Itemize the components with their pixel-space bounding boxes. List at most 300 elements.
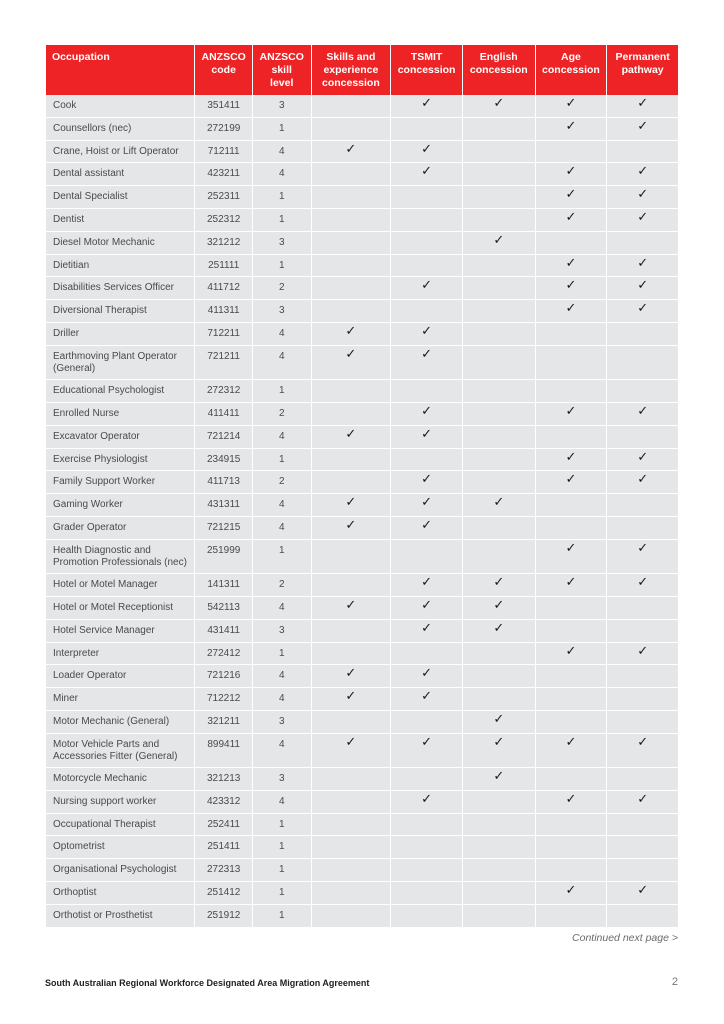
anzsco-code-cell: 272199 [195,118,252,141]
checkmark-icon: ✓ [345,346,357,362]
checkmark-icon: ✓ [565,278,577,294]
checkmark-icon: ✓ [637,883,649,899]
permanent-cell [607,688,678,711]
anzsco-code-cell: 272412 [195,643,252,666]
table-row [46,118,678,141]
tsmit-cell [391,620,462,643]
permanent-cell [607,232,678,255]
occupation-cell: Enrolled Nurse [46,403,194,426]
permanent-cell [607,734,678,768]
anzsco-code-cell: 252411 [195,814,252,837]
checkmark-icon: ✓ [493,769,505,785]
permanent-cell [607,300,678,323]
table-row [46,688,678,711]
occupation-cell: Dental assistant [46,163,194,186]
checkmark-icon: ✓ [565,883,577,899]
anzsco-code-cell: 321212 [195,232,252,255]
anzsco-code-cell: 234915 [195,449,252,472]
skill-level-cell: 4 [253,791,311,814]
tsmit-cell [391,836,462,859]
tsmit-cell [391,814,462,837]
age-cell [536,255,607,278]
occupation-cell: Disabilities Services Officer [46,277,194,300]
english-cell [463,620,535,643]
occupation-cell: Miner [46,688,194,711]
anzsco-code-cell: 141311 [195,574,252,597]
skills-cell [312,186,391,209]
english-cell [463,118,535,141]
tsmit-cell [391,688,462,711]
tsmit-cell [391,574,462,597]
checkmark-icon: ✓ [421,164,433,180]
checkmark-icon: ✓ [565,403,577,419]
age-cell [536,449,607,472]
english-cell [463,471,535,494]
age-cell [536,791,607,814]
anzsco-code-cell: 899411 [195,734,252,768]
table-row [46,643,678,666]
anzsco-code-cell: 272313 [195,859,252,882]
checkmark-icon: ✓ [637,118,649,134]
skills-cell [312,380,391,403]
skill-level-cell: 1 [253,882,311,905]
english-cell [463,255,535,278]
anzsco-code-cell: 712111 [195,141,252,164]
english-cell [463,163,535,186]
table-row [46,277,678,300]
english-cell [463,449,535,472]
age-cell [536,232,607,255]
tsmit-cell [391,141,462,164]
anzsco-code-cell: 411712 [195,277,252,300]
skill-level-cell: 1 [253,540,311,574]
skill-level-cell: 1 [253,859,311,882]
permanent-cell [607,882,678,905]
checkmark-icon: ✓ [637,278,649,294]
skills-cell [312,734,391,768]
age-cell [536,95,607,118]
occupation-cell: Motor Vehicle Parts and Accessories Fitter (General) [46,734,194,768]
checkmark-icon: ✓ [565,187,577,203]
permanent-cell [607,471,678,494]
skills-cell [312,905,391,928]
anzsco-code-cell: 251912 [195,905,252,928]
table-row [46,141,678,164]
occupation-cell: Hotel or Motel Receptionist [46,597,194,620]
table-row [46,346,678,380]
permanent-cell [607,277,678,300]
age-cell [536,734,607,768]
anzsco-code-cell: 411311 [195,300,252,323]
checkmark-icon: ✓ [637,209,649,225]
tsmit-cell [391,163,462,186]
permanent-cell [607,95,678,118]
checkmark-icon: ✓ [637,187,649,203]
checkmark-icon: ✓ [637,734,649,750]
anzsco-code-cell: 321213 [195,768,252,791]
english-cell [463,300,535,323]
age-cell [536,118,607,141]
tsmit-cell [391,711,462,734]
age-cell [536,380,607,403]
table-row [46,791,678,814]
permanent-cell [607,905,678,928]
table-row [46,471,678,494]
tsmit-cell [391,403,462,426]
occupation-cell: Exercise Physiologist [46,449,194,472]
anzsco-code-cell: 721215 [195,517,252,540]
occupation-cell: Optometrist [46,836,194,859]
age-cell [536,141,607,164]
skills-cell [312,814,391,837]
table-row [46,859,678,882]
skills-cell [312,471,391,494]
table-row [46,597,678,620]
anzsco-code-cell: 721214 [195,426,252,449]
anzsco-code-cell: 423211 [195,163,252,186]
checkmark-icon: ✓ [345,689,357,705]
tsmit-cell [391,859,462,882]
tsmit-cell [391,791,462,814]
anzsco-code-cell: 431311 [195,494,252,517]
tsmit-cell [391,277,462,300]
age-cell [536,163,607,186]
checkmark-icon: ✓ [637,472,649,488]
tsmit-cell [391,905,462,928]
skill-level-cell: 3 [253,300,311,323]
english-cell [463,597,535,620]
skills-cell [312,323,391,346]
tsmit-cell [391,300,462,323]
table-row [46,323,678,346]
table-row [46,255,678,278]
age-cell [536,277,607,300]
checkmark-icon: ✓ [421,278,433,294]
english-cell [463,859,535,882]
skill-level-cell: 1 [253,449,311,472]
skills-cell [312,665,391,688]
age-cell [536,859,607,882]
skill-level-cell: 3 [253,711,311,734]
english-cell [463,141,535,164]
table-header [46,45,678,95]
checkmark-icon: ✓ [493,495,505,511]
checkmark-icon: ✓ [637,301,649,317]
skill-level-cell: 4 [253,163,311,186]
skills-cell [312,141,391,164]
checkmark-icon: ✓ [345,666,357,682]
checkmark-icon: ✓ [345,495,357,511]
checkmark-icon: ✓ [345,141,357,157]
skills-cell [312,517,391,540]
english-cell [463,403,535,426]
skill-level-cell: 3 [253,620,311,643]
checkmark-icon: ✓ [565,643,577,659]
table-row [46,711,678,734]
tsmit-cell [391,118,462,141]
header-permanent-pathway: Permanent pathway [607,45,678,95]
english-cell [463,323,535,346]
occupation-cell: Orthoptist [46,882,194,905]
table-row [46,574,678,597]
age-cell [536,346,607,380]
permanent-cell [607,836,678,859]
age-cell [536,300,607,323]
tsmit-cell [391,380,462,403]
checkmark-icon: ✓ [493,711,505,727]
permanent-cell [607,517,678,540]
skills-cell [312,209,391,232]
permanent-cell [607,494,678,517]
english-cell [463,734,535,768]
occupation-cell: Occupational Therapist [46,814,194,837]
skill-level-cell: 1 [253,643,311,666]
tsmit-cell [391,517,462,540]
occupation-cell: Grader Operator [46,517,194,540]
table-row [46,620,678,643]
occupation-cell: Motor Mechanic (General) [46,711,194,734]
checkmark-icon: ✓ [421,597,433,613]
table-row [46,186,678,209]
english-cell [463,791,535,814]
table-body [46,95,678,928]
table-row [46,734,678,768]
age-cell [536,711,607,734]
age-cell [536,540,607,574]
header-tsmit-concession: TSMIT concession [391,45,462,95]
age-cell [536,814,607,837]
skill-level-cell: 2 [253,403,311,426]
table-row [46,494,678,517]
skills-cell [312,620,391,643]
permanent-cell [607,426,678,449]
table-row [46,540,678,574]
table-row [46,665,678,688]
anzsco-code-cell: 721211 [195,346,252,380]
skills-cell [312,768,391,791]
skill-level-cell: 4 [253,323,311,346]
occupation-cell: Family Support Worker [46,471,194,494]
age-cell [536,574,607,597]
skills-cell [312,597,391,620]
table-row [46,517,678,540]
checkmark-icon: ✓ [637,575,649,591]
checkmark-icon: ✓ [637,96,649,111]
tsmit-cell [391,471,462,494]
checkmark-icon: ✓ [637,791,649,807]
permanent-cell [607,141,678,164]
occupation-cell: Excavator Operator [46,426,194,449]
anzsco-code-cell: 251412 [195,882,252,905]
anzsco-code-cell: 411411 [195,403,252,426]
anzsco-code-cell: 712212 [195,688,252,711]
skill-level-cell: 1 [253,255,311,278]
english-cell [463,494,535,517]
table-row [46,768,678,791]
checkmark-icon: ✓ [345,517,357,533]
age-cell [536,665,607,688]
english-cell [463,540,535,574]
age-cell [536,643,607,666]
occupation-cell: Gaming Worker [46,494,194,517]
checkmark-icon: ✓ [421,96,433,111]
english-cell [463,814,535,837]
skills-cell [312,791,391,814]
permanent-cell [607,449,678,472]
skill-level-cell: 3 [253,768,311,791]
skills-cell [312,836,391,859]
skill-level-cell: 1 [253,186,311,209]
checkmark-icon: ✓ [345,597,357,613]
permanent-cell [607,643,678,666]
permanent-cell [607,209,678,232]
checkmark-icon: ✓ [421,734,433,750]
table-row [46,905,678,928]
skill-level-cell: 1 [253,380,311,403]
permanent-cell [607,540,678,574]
age-cell [536,209,607,232]
permanent-cell [607,255,678,278]
checkmark-icon: ✓ [565,301,577,317]
occupation-cell: Dental Specialist [46,186,194,209]
english-cell [463,426,535,449]
permanent-cell [607,597,678,620]
checkmark-icon: ✓ [637,403,649,419]
occupation-cell: Earthmoving Plant Operator (General) [46,346,194,380]
anzsco-code-cell: 351411 [195,95,252,118]
english-cell [463,574,535,597]
english-cell [463,665,535,688]
table-row [46,449,678,472]
english-cell [463,380,535,403]
tsmit-cell [391,323,462,346]
permanent-cell [607,620,678,643]
tsmit-cell [391,494,462,517]
header-anzsco-code: ANZSCO code [195,45,252,95]
skills-cell [312,255,391,278]
tsmit-cell [391,665,462,688]
table-row [46,95,678,118]
age-cell [536,403,607,426]
permanent-cell [607,574,678,597]
checkmark-icon: ✓ [421,323,433,339]
header-skills-concession: Skills and experience concession [312,45,391,95]
english-cell [463,688,535,711]
anzsco-code-cell: 423312 [195,791,252,814]
checkmark-icon: ✓ [565,449,577,465]
age-cell [536,597,607,620]
permanent-cell [607,711,678,734]
checkmark-icon: ✓ [421,791,433,807]
skill-level-cell: 1 [253,209,311,232]
checkmark-icon: ✓ [565,734,577,750]
skill-level-cell: 4 [253,688,311,711]
age-cell [536,426,607,449]
age-cell [536,768,607,791]
occupation-cell: Diversional Therapist [46,300,194,323]
checkmark-icon: ✓ [421,472,433,488]
anzsco-code-cell: 712211 [195,323,252,346]
occupation-cell: Counsellors (nec) [46,118,194,141]
skill-level-cell: 4 [253,665,311,688]
skills-cell [312,118,391,141]
permanent-cell [607,859,678,882]
permanent-cell [607,186,678,209]
occupation-cell: Educational Psychologist [46,380,194,403]
anzsco-code-cell: 251999 [195,540,252,574]
table-row [46,403,678,426]
skill-level-cell: 1 [253,905,311,928]
english-cell [463,346,535,380]
skills-cell [312,711,391,734]
age-cell [536,186,607,209]
skill-level-cell: 2 [253,574,311,597]
checkmark-icon: ✓ [421,575,433,591]
anzsco-code-cell: 272312 [195,380,252,403]
occupation-cell: Loader Operator [46,665,194,688]
page-number: 2 [671,976,678,988]
occupation-cell: Hotel Service Manager [46,620,194,643]
table-row [46,836,678,859]
table-row [46,163,678,186]
checkmark-icon: ✓ [637,540,649,556]
skill-level-cell: 3 [253,95,311,118]
skill-level-cell: 4 [253,141,311,164]
header-age-concession: Age concession [536,45,607,95]
anzsco-code-cell: 542113 [195,597,252,620]
anzsco-code-cell: 411713 [195,471,252,494]
checkmark-icon: ✓ [637,255,649,271]
tsmit-cell [391,768,462,791]
permanent-cell [607,118,678,141]
skills-cell [312,277,391,300]
english-cell [463,277,535,300]
skills-cell [312,494,391,517]
english-cell [463,643,535,666]
tsmit-cell [391,232,462,255]
occupation-cell: Dietitian [46,255,194,278]
checkmark-icon: ✓ [565,209,577,225]
permanent-cell [607,791,678,814]
occupation-cell: Dentist [46,209,194,232]
table-row [46,380,678,403]
table-row [46,300,678,323]
occupation-cell: Cook [46,95,194,118]
occupation-cell: Interpreter [46,643,194,666]
occupation-cell: Diesel Motor Mechanic [46,232,194,255]
age-cell [536,688,607,711]
occupation-cell: Driller [46,323,194,346]
age-cell [536,620,607,643]
checkmark-icon: ✓ [493,597,505,613]
age-cell [536,323,607,346]
tsmit-cell [391,95,462,118]
checkmark-icon: ✓ [421,141,433,157]
checkmark-icon: ✓ [345,323,357,339]
skills-cell [312,300,391,323]
checkmark-icon: ✓ [637,164,649,180]
table-row [46,882,678,905]
checkmark-icon: ✓ [493,96,505,111]
checkmark-icon: ✓ [493,620,505,636]
continued-note: Continued next page > [572,932,678,944]
skill-level-cell: 4 [253,517,311,540]
footer-title: South Australian Regional Workforce Designated Area Migration Agreement [45,978,370,988]
skill-level-cell: 4 [253,734,311,768]
checkmark-icon: ✓ [421,517,433,533]
table-row [46,232,678,255]
header-english-concession: English concession [463,45,535,95]
